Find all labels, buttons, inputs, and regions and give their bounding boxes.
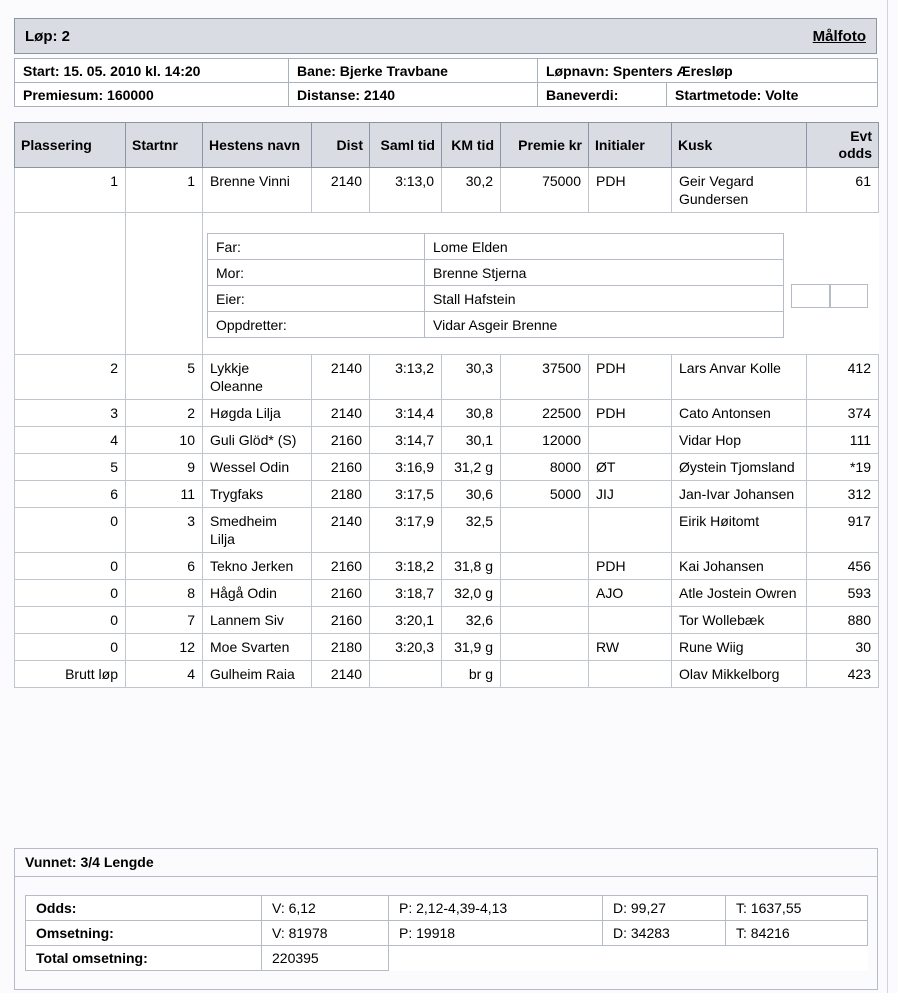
cell-dist: 2180 (312, 634, 370, 661)
odds-label: Odds: (26, 896, 262, 921)
cell-saml-tid: 3:13,0 (370, 168, 442, 213)
cell-saml-tid: 3:13,2 (370, 355, 442, 400)
cell-startnr: 9 (126, 454, 203, 481)
omsetning-v: V: 81978 (262, 921, 389, 946)
cell-premie: 75000 (501, 168, 589, 213)
cell-plassering: 0 (15, 607, 126, 634)
malfoto-link[interactable]: Målfoto (812, 28, 866, 45)
cell-premie: 12000 (501, 427, 589, 454)
detail-empty-cell (830, 284, 868, 308)
col-saml-tid: Saml tid (370, 123, 442, 168)
cell-hestens-navn: Trygfaks (203, 481, 312, 508)
cell-km-tid: 30,1 (442, 427, 501, 454)
cell-evt-odds: 111 (807, 427, 879, 454)
vunnet-header (15, 849, 877, 877)
cell-kusk: Lars Anvar Kolle (672, 355, 807, 400)
cell-evt-odds: 456 (807, 553, 879, 580)
cell-saml-tid: 3:17,9 (370, 508, 442, 553)
cell-saml-tid: 3:14,4 (370, 400, 442, 427)
cell-km-tid: 31,2 g (442, 454, 501, 481)
cell-startnr: 5 (126, 355, 203, 400)
cell-km-tid: 32,0 g (442, 580, 501, 607)
cell-premie (501, 607, 589, 634)
detail-cell (203, 213, 879, 355)
table-row (15, 454, 879, 481)
col-dist: Dist (312, 123, 370, 168)
cell-km-tid: 32,5 (442, 508, 501, 553)
cell-premie (501, 661, 589, 688)
omsetning-p: P: 19918 (389, 921, 603, 946)
col-evt-odds: Evt odds (807, 123, 879, 168)
cell-km-tid: 30,2 (442, 168, 501, 213)
vunnet-text: Vunnet: 3/4 Lengde (25, 854, 154, 870)
cell-saml-tid: 3:16,9 (370, 454, 442, 481)
cell-km-tid: 31,9 g (442, 634, 501, 661)
cell-kusk: Øystein Tjomsland (672, 454, 807, 481)
pedigree-row (208, 260, 784, 286)
cell-initialer: RW (589, 634, 672, 661)
col-hestens-navn: Hestens navn (203, 123, 312, 168)
pedigree-label: Far: (208, 234, 425, 260)
cell-evt-odds: 374 (807, 400, 879, 427)
cell-plassering: Brutt løp (15, 661, 126, 688)
cell-initialer: ØT (589, 454, 672, 481)
cell-dist: 2140 (312, 661, 370, 688)
cell-plassering: 0 (15, 634, 126, 661)
total-label: Total omsetning: (26, 946, 262, 971)
omsetning-t: T: 84216 (726, 921, 868, 946)
col-plassering: Plassering (15, 123, 126, 168)
col-km-tid: KM tid (442, 123, 501, 168)
cell-kusk: Eirik Høitomt (672, 508, 807, 553)
cell-kusk: Tor Wollebæk (672, 607, 807, 634)
cell-premie (501, 634, 589, 661)
cell-evt-odds: 423 (807, 661, 879, 688)
omsetning-d: D: 34283 (603, 921, 726, 946)
table-row (15, 607, 879, 634)
cell-premie: 37500 (501, 355, 589, 400)
cell-plassering: 0 (15, 553, 126, 580)
pedigree-label: Oppdretter: (208, 312, 425, 338)
cell-kusk: Geir Vegard Gundersen (672, 168, 807, 213)
cell-evt-odds: 593 (807, 580, 879, 607)
cell-dist: 2160 (312, 553, 370, 580)
cell-plassering: 1 (15, 168, 126, 213)
odds-v: V: 6,12 (262, 896, 389, 921)
cell-evt-odds: 312 (807, 481, 879, 508)
cell-dist: 2140 (312, 355, 370, 400)
odds-p: P: 2,12-4,39-4,13 (389, 896, 603, 921)
results-header-row (15, 123, 879, 168)
cell-kusk: Rune Wiig (672, 634, 807, 661)
cell-startnr: 1 (126, 168, 203, 213)
baneverdi-info: Baneverdi: (538, 83, 667, 107)
cell-hestens-navn: Lannem Siv (203, 607, 312, 634)
odds-t: T: 1637,55 (726, 896, 868, 921)
cell-saml-tid (370, 661, 442, 688)
cell-km-tid: 32,6 (442, 607, 501, 634)
cell-initialer (589, 427, 672, 454)
cell-saml-tid: 3:14,7 (370, 427, 442, 454)
table-row (15, 400, 879, 427)
col-initialer: Initialer (589, 123, 672, 168)
cell-hestens-navn: Tekno Jerken (203, 553, 312, 580)
cell-hestens-navn: Høgda Lilja (203, 400, 312, 427)
pedigree-row (208, 234, 784, 260)
pedigree-row (208, 286, 784, 312)
cell-premie (501, 553, 589, 580)
start-info: Start: 15. 05. 2010 kl. 14:20 (15, 59, 289, 83)
col-kusk: Kusk (672, 123, 807, 168)
pedigree-value: Brenne Stjerna (425, 260, 784, 286)
pedigree-label: Eier: (208, 286, 425, 312)
cell-startnr: 6 (126, 553, 203, 580)
odds-row (26, 896, 868, 921)
cell-initialer: PDH (589, 553, 672, 580)
cell-hestens-navn: Lykkje Oleanne (203, 355, 312, 400)
pedigree-table (207, 233, 784, 338)
cell-evt-odds: *19 (807, 454, 879, 481)
cell-startnr: 7 (126, 607, 203, 634)
race-info-table (14, 58, 878, 107)
cell-initialer: PDH (589, 400, 672, 427)
cell-startnr: 10 (126, 427, 203, 454)
cell-plassering: 2 (15, 355, 126, 400)
cell-premie: 22500 (501, 400, 589, 427)
cell-saml-tid: 3:18,2 (370, 553, 442, 580)
cell-plassering: 3 (15, 400, 126, 427)
cell-initialer: JIJ (589, 481, 672, 508)
table-row (15, 427, 879, 454)
cell-startnr: 11 (126, 481, 203, 508)
detail-spacer (126, 213, 203, 355)
cell-kusk: Jan-Ivar Johansen (672, 481, 807, 508)
cell-startnr: 4 (126, 661, 203, 688)
cell-initialer (589, 661, 672, 688)
cell-evt-odds: 412 (807, 355, 879, 400)
cell-startnr: 2 (126, 400, 203, 427)
race-title: Løp: 2 (25, 28, 70, 45)
table-row (15, 355, 879, 400)
premiesum-info: Premiesum: 160000 (15, 83, 289, 107)
cell-plassering: 6 (15, 481, 126, 508)
cell-initialer: PDH (589, 168, 672, 213)
results-table (14, 122, 879, 688)
cell-plassering: 4 (15, 427, 126, 454)
bane-info: Bane: Bjerke Travbane (289, 59, 538, 83)
cell-kusk: Vidar Hop (672, 427, 807, 454)
cell-km-tid: 30,8 (442, 400, 501, 427)
cell-saml-tid: 3:20,1 (370, 607, 442, 634)
cell-hestens-navn: Hågå Odin (203, 580, 312, 607)
table-row (15, 634, 879, 661)
detail-extra-cells (791, 284, 868, 308)
cell-initialer (589, 607, 672, 634)
col-startnr: Startnr (126, 123, 203, 168)
cell-startnr: 3 (126, 508, 203, 553)
table-row (15, 508, 879, 553)
total-row (26, 946, 868, 971)
pedigree-value: Lome Elden (425, 234, 784, 260)
cell-km-tid: 31,8 g (442, 553, 501, 580)
table-row (15, 553, 879, 580)
cell-dist: 2160 (312, 427, 370, 454)
cell-premie: 8000 (501, 454, 589, 481)
race-header (14, 18, 877, 54)
cell-hestens-navn: Guli Glöd* (S) (203, 427, 312, 454)
cell-hestens-navn: Wessel Odin (203, 454, 312, 481)
odds-table (25, 895, 868, 971)
col-premie-kr: Premie kr (501, 123, 589, 168)
cell-evt-odds: 880 (807, 607, 879, 634)
cell-dist: 2140 (312, 508, 370, 553)
pedigree-label: Mor: (208, 260, 425, 286)
cell-premie: 5000 (501, 481, 589, 508)
cell-dist: 2160 (312, 454, 370, 481)
cell-dist: 2140 (312, 168, 370, 213)
cell-saml-tid: 3:20,3 (370, 634, 442, 661)
cell-initialer (589, 508, 672, 553)
total-value: 220395 (262, 946, 389, 971)
cell-kusk: Cato Antonsen (672, 400, 807, 427)
table-row (15, 661, 879, 688)
cell-dist: 2140 (312, 400, 370, 427)
detail-spacer (15, 213, 126, 355)
cell-hestens-navn: Gulheim Raia (203, 661, 312, 688)
distanse-info: Distanse: 2140 (289, 83, 538, 107)
cell-startnr: 12 (126, 634, 203, 661)
cell-startnr: 8 (126, 580, 203, 607)
table-row (15, 580, 879, 607)
cell-km-tid: 30,3 (442, 355, 501, 400)
startmetode-info: Startmetode: Volte (667, 83, 878, 107)
lopnavn-info: Løpnavn: Spenters Æresløp (538, 59, 878, 83)
cell-dist: 2180 (312, 481, 370, 508)
cell-hestens-navn: Moe Svarten (203, 634, 312, 661)
frame-divider (887, 0, 888, 993)
cell-saml-tid: 3:18,7 (370, 580, 442, 607)
cell-evt-odds: 30 (807, 634, 879, 661)
cell-plassering: 5 (15, 454, 126, 481)
omsetning-row (26, 921, 868, 946)
cell-saml-tid: 3:17,5 (370, 481, 442, 508)
cell-kusk: Atle Jostein Owren (672, 580, 807, 607)
horse-detail-row (15, 213, 879, 355)
cell-plassering: 0 (15, 508, 126, 553)
odds-d: D: 99,27 (603, 896, 726, 921)
cell-initialer: AJO (589, 580, 672, 607)
cell-premie (501, 580, 589, 607)
cell-kusk: Olav Mikkelborg (672, 661, 807, 688)
cell-dist: 2160 (312, 607, 370, 634)
cell-hestens-navn: Brenne Vinni (203, 168, 312, 213)
cell-premie (501, 508, 589, 553)
cell-kusk: Kai Johansen (672, 553, 807, 580)
cell-plassering: 0 (15, 580, 126, 607)
cell-evt-odds: 61 (807, 168, 879, 213)
cell-evt-odds: 917 (807, 508, 879, 553)
cell-hestens-navn: Smedheim Lilja (203, 508, 312, 553)
detail-empty-cell (791, 284, 830, 308)
cell-initialer: PDH (589, 355, 672, 400)
pedigree-value: Vidar Asgeir Brenne (425, 312, 784, 338)
cell-dist: 2160 (312, 580, 370, 607)
table-row (15, 168, 879, 213)
pedigree-row (208, 312, 784, 338)
table-row (15, 481, 879, 508)
pedigree-value: Stall Hafstein (425, 286, 784, 312)
cell-km-tid: br g (442, 661, 501, 688)
cell-km-tid: 30,6 (442, 481, 501, 508)
omsetning-label: Omsetning: (26, 921, 262, 946)
